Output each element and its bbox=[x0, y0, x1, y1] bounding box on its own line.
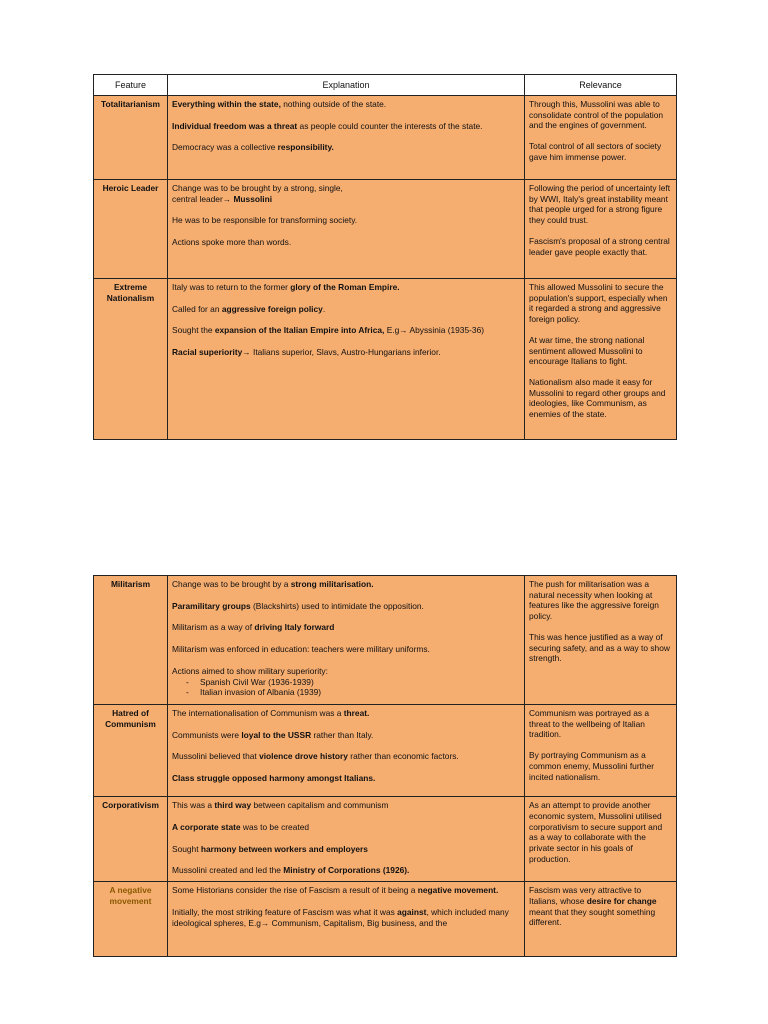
paragraph bbox=[529, 141, 672, 162]
table-row bbox=[94, 705, 677, 797]
paragraph bbox=[172, 194, 520, 205]
paragraph bbox=[172, 907, 520, 928]
text: Total control of all sectors of society gave him immense power. bbox=[529, 141, 662, 162]
paragraph bbox=[172, 708, 520, 719]
paragraph bbox=[529, 708, 672, 740]
header-relevance: Relevance bbox=[525, 75, 677, 96]
text: Communists were bbox=[172, 729, 242, 740]
text: Militarism was enforced in education: teachers were military uniforms. bbox=[172, 644, 430, 655]
table-row bbox=[94, 96, 677, 180]
paragraph bbox=[172, 622, 520, 633]
relevance-cell bbox=[525, 576, 677, 705]
paragraph bbox=[172, 730, 520, 741]
text: rather than economic factors. bbox=[347, 751, 459, 762]
paragraph bbox=[529, 885, 672, 928]
paragraph bbox=[529, 183, 672, 226]
text: Nationalism also made it easy for Mussolini to regard other groups and ideologies, like Communism, as enemies of the state. bbox=[529, 376, 666, 420]
feature-cell: A negative movement bbox=[94, 882, 168, 957]
paragraph bbox=[172, 865, 520, 876]
bold-text: A corporate state bbox=[172, 821, 241, 832]
text: Through this, Mussolini was able to consolidate control of the population and the engines of government. bbox=[529, 99, 664, 131]
text: Fascism was very attractive to Italians, whose bbox=[529, 885, 642, 906]
text: central leader→ bbox=[172, 193, 234, 204]
bold-text: against bbox=[397, 906, 427, 917]
paragraph bbox=[529, 632, 672, 664]
bold-text: driving Italy forward bbox=[254, 622, 335, 633]
bold-text: threat. bbox=[343, 708, 370, 718]
explanation-cell bbox=[168, 705, 525, 797]
text: Sought the bbox=[172, 325, 215, 336]
text: between capitalism and communism bbox=[251, 800, 389, 811]
features-table-2 bbox=[93, 575, 677, 957]
text: Mussolini created and led the bbox=[172, 865, 284, 876]
explanation-cell bbox=[168, 576, 525, 705]
paragraph bbox=[172, 325, 520, 336]
list-item: - Italian invasion of Albania (1939) bbox=[186, 687, 520, 698]
paragraph bbox=[172, 579, 520, 590]
bold-text: expansion of the Italian Empire into Africa, bbox=[214, 325, 385, 336]
table-row bbox=[94, 797, 677, 882]
bold-text: Paramilitary groups bbox=[172, 600, 251, 611]
bold-text: third way bbox=[214, 800, 252, 811]
explanation-cell bbox=[168, 797, 525, 882]
bold-text: Class struggle opposed harmony amongst Italians. bbox=[172, 773, 376, 784]
paragraph bbox=[172, 885, 520, 896]
text: Some Historians consider the rise of Fascism a result of it being a bbox=[172, 885, 418, 896]
text: Italians superior, Slavs, Austro-Hungarians inferior. bbox=[250, 347, 441, 358]
paragraph bbox=[172, 751, 520, 762]
explanation-cell bbox=[168, 180, 525, 279]
paragraph bbox=[172, 800, 520, 811]
paragraph bbox=[172, 237, 520, 248]
bold-text: negative movement. bbox=[417, 885, 499, 896]
paragraph bbox=[172, 601, 520, 612]
bold-text: Racial superiority→ bbox=[172, 347, 251, 358]
bold-text: harmony between workers and employers bbox=[200, 843, 368, 854]
table-row bbox=[94, 882, 677, 957]
table-row bbox=[94, 576, 677, 705]
relevance-cell bbox=[525, 705, 677, 797]
text: The internationalisation of Communism was a bbox=[172, 708, 344, 718]
paragraph bbox=[172, 304, 520, 315]
text: Sought bbox=[172, 843, 201, 854]
explanation-cell bbox=[168, 882, 525, 957]
table-row bbox=[94, 180, 677, 279]
text: As an attempt to provide another economic system, Mussolini utilised corporativism to secure support and as a way to collaborate with the private sector in his goals of production. bbox=[529, 800, 663, 864]
paragraph bbox=[529, 377, 672, 420]
bold-text: Mussolini bbox=[233, 193, 273, 204]
paragraph bbox=[172, 121, 520, 132]
feature-cell: Extreme Nationalism bbox=[94, 279, 168, 440]
text: as people could counter the interests of the state. bbox=[297, 120, 483, 131]
relevance-cell bbox=[525, 279, 677, 440]
header-feature: Feature bbox=[94, 75, 168, 96]
text: Fascism's proposal of a strong central leader gave people exactly that. bbox=[529, 235, 670, 257]
bold-text: responsibility. bbox=[277, 142, 334, 153]
text: meant that they sought something different. bbox=[529, 906, 656, 928]
text: Militarism as a way of bbox=[172, 622, 255, 633]
text: (Blackshirts) used to intimidate the opposition. bbox=[250, 600, 424, 611]
paragraph bbox=[172, 844, 520, 855]
paragraph bbox=[529, 236, 672, 257]
paragraph bbox=[172, 215, 520, 226]
text: This was a bbox=[172, 800, 215, 811]
bold-text: desire for change bbox=[586, 895, 657, 906]
bold-text: loyal to the USSR bbox=[241, 729, 312, 740]
feature-cell: Corporativism bbox=[94, 797, 168, 882]
paragraph bbox=[529, 579, 672, 622]
list-item: - Spanish Civil War (1936-1939) bbox=[186, 677, 520, 688]
text: Change was to be brought by a bbox=[172, 579, 291, 589]
relevance-cell bbox=[525, 96, 677, 180]
feature-cell: Hatred of Communism bbox=[94, 705, 168, 797]
text: . bbox=[322, 303, 326, 314]
text: Actions aimed to show military superiority: bbox=[172, 665, 328, 676]
text: Mussolini believed that bbox=[172, 751, 260, 762]
text: Following the period of uncertainty left by WWI, Italy's great instability meant that people urged for a strong figure they could trust. bbox=[529, 183, 671, 226]
text: Initially, the most striking feature of Fascism was what it was bbox=[172, 906, 398, 917]
text: Change was to be brought by a strong, single, bbox=[172, 183, 343, 193]
text: At war time, the strong national sentiment allowed Mussolini to encourage Italians to fight. bbox=[529, 334, 645, 367]
explanation-cell bbox=[168, 96, 525, 180]
header-row bbox=[94, 75, 677, 96]
paragraph bbox=[172, 773, 520, 784]
paragraph bbox=[529, 282, 672, 325]
feature-cell: Totalitarianism bbox=[94, 96, 168, 180]
paragraph bbox=[529, 750, 672, 782]
text: He was to be responsible for transforming society. bbox=[172, 215, 358, 226]
paragraph bbox=[172, 347, 520, 358]
paragraph bbox=[529, 99, 672, 131]
paragraph bbox=[172, 183, 520, 194]
text: Actions spoke more than words. bbox=[172, 237, 292, 248]
bold-text: strong militarisation. bbox=[290, 579, 374, 589]
text: Democracy was a collective bbox=[172, 142, 278, 153]
feature-cell: Militarism bbox=[94, 576, 168, 705]
bold-text: aggressive foreign policy bbox=[221, 303, 323, 314]
bold-text: violence drove history bbox=[259, 751, 348, 762]
paragraph bbox=[172, 666, 520, 677]
text: E.g→ Abyssinia (1935-36) bbox=[384, 325, 485, 336]
paragraph bbox=[172, 99, 520, 110]
text: Italy was to return to the former bbox=[172, 282, 291, 292]
paragraph bbox=[529, 800, 672, 864]
text: nothing outside of the state. bbox=[280, 99, 387, 109]
features-table-1 bbox=[93, 74, 677, 440]
paragraph bbox=[172, 282, 520, 293]
paragraph bbox=[172, 822, 520, 833]
text: Communism was portrayed as a threat to the wellbeing of Italian tradition. bbox=[529, 708, 650, 740]
paragraph bbox=[172, 644, 520, 655]
relevance-cell bbox=[525, 180, 677, 279]
explanation-cell bbox=[168, 279, 525, 440]
text: rather than Italy. bbox=[311, 729, 374, 740]
text: By portraying Communism as a common enemy, Mussolini further incited nationalism. bbox=[529, 750, 655, 782]
bold-text: Ministry of Corporations (1926). bbox=[283, 865, 410, 876]
text: This was hence justified as a way of securing safety, and as a way to show strength. bbox=[529, 631, 670, 664]
text: Called for an bbox=[172, 303, 222, 314]
military-actions-list bbox=[172, 677, 520, 698]
bold-text: glory of the Roman Empire. bbox=[290, 282, 400, 292]
bold-text: Individual freedom was a threat bbox=[172, 120, 298, 131]
text: , which included many ideological spheres, E.g→ Communism, Capitalism, Big business, and the bbox=[172, 906, 509, 928]
paragraph bbox=[172, 142, 520, 153]
relevance-cell bbox=[525, 882, 677, 957]
header-explanation: Explanation bbox=[168, 75, 525, 96]
relevance-cell bbox=[525, 797, 677, 882]
text: The push for militarisation was a natural necessity when looking at features like the aggressive foreign policy. bbox=[529, 579, 659, 622]
text: was to be created bbox=[240, 821, 310, 832]
paragraph bbox=[529, 335, 672, 367]
text: This allowed Mussolini to secure the population's support, especially when it regarded a strong and aggressive foreign policy. bbox=[529, 282, 668, 325]
bold-text: Everything within the state, bbox=[172, 99, 281, 109]
feature-cell: Heroic Leader bbox=[94, 180, 168, 279]
table-row bbox=[94, 279, 677, 440]
